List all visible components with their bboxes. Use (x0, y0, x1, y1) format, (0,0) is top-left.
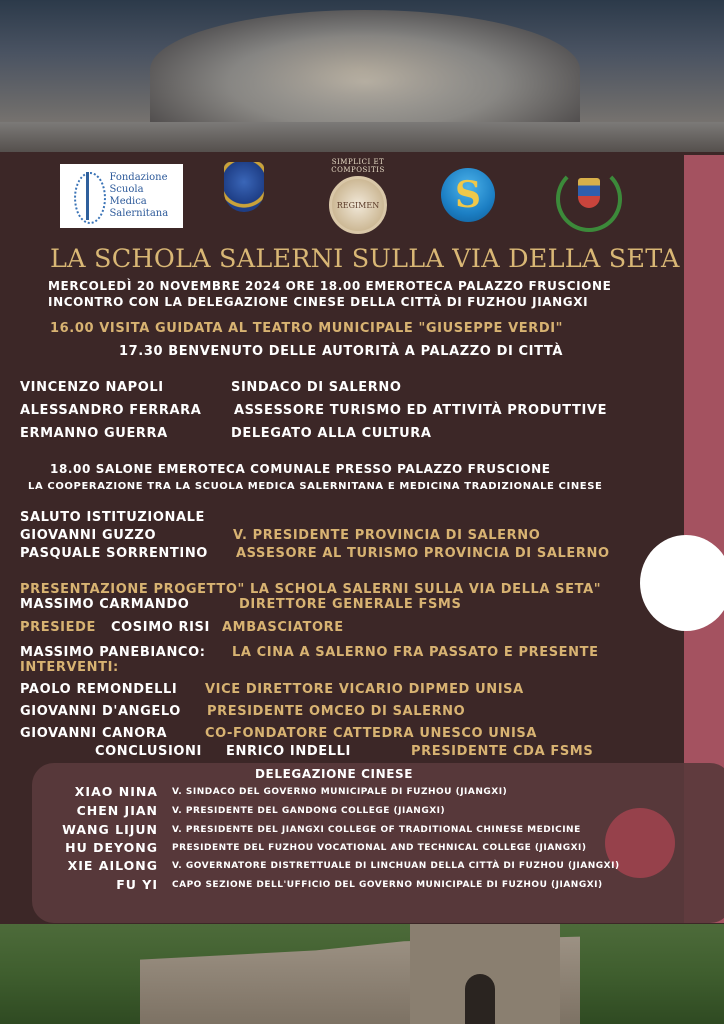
speaker-name: GIOVANNI D'ANGELO (20, 704, 181, 719)
delegate-role: V. SINDACO DEL GOVERNO MUNICIPALE DI FUZHOU (JIANGXI) (172, 787, 508, 797)
speaker-name: COSIMO RISI (111, 620, 210, 635)
delegation-heading: DELEGAZIONE CINESE (255, 767, 414, 781)
fsms-line3: Salernitana (109, 208, 169, 219)
speaker-role: ASSESORE AL TURISMO PROVINCIA DI SALERNO (236, 546, 610, 561)
authority-name: VINCENZO NAPOLI (20, 380, 164, 395)
authority-role: DELEGATO ALLA CULTURA (231, 426, 432, 441)
authority-name: ERMANNO GUERRA (20, 426, 168, 441)
fsms-line1: Fondazione (109, 172, 168, 183)
salerno-plaza-photo (0, 0, 724, 152)
regimen-seal-icon (329, 176, 387, 234)
visit-line: 16.00 VISITA GUIDATA AL TEATRO MUNICIPALE "GIUSEPPE VERDI" (50, 321, 564, 336)
delegate-role: V. PRESIDENTE DEL GANDONG COLLEGE (JIANGXI) (172, 806, 446, 816)
regimen-label: REGIMEN (336, 200, 380, 210)
presentazione-line: PRESENTAZIONE PROGETTO" LA SCHOLA SALERNI SULLA VIA DELLA SETA" (20, 582, 602, 597)
delegate-role: V. PRESIDENTE DEL JIANGXI COLLEGE OF TRADITIONAL CHINESE MEDICINE (172, 825, 581, 835)
authority-role: SINDACO DI SALERNO (231, 380, 402, 395)
speaker-role: V. PRESIDENTE PROVINCIA DI SALERNO (233, 528, 541, 543)
speaker-name: GIOVANNI CANORA (20, 726, 168, 741)
speaker-role: VICE DIRETTORE VICARIO DIPMED UNISA (205, 682, 524, 697)
wreath-crest-logo (556, 166, 618, 228)
delegate-role: PRESIDENTE DEL FUZHOU VOCATIONAL AND TECHNICAL COLLEGE (JIANGXI) (172, 843, 587, 853)
regimen-caption: SIMPLICI ET COMPOSITIS (331, 158, 385, 174)
authority-role: ASSESSORE TURISMO ED ATTIVITÀ PRODUTTIVE (234, 403, 608, 418)
event-title: LA SCHOLA SALERNI SULLA VIA DELLA SETA (50, 244, 680, 274)
speaker-role: PRESIDENTE OMCEO DI SALERNO (207, 704, 466, 719)
date-line: MERCOLEDÌ 20 NOVEMBRE 2024 ORE 18.00 EMEROTECA PALAZZO FRUSCIONE (48, 279, 612, 293)
speaker-role: DIRETTORE GENERALE FSMS (239, 597, 462, 612)
delegate-name: XIE AILONG (67, 858, 158, 873)
speaker-name: ENRICO INDELLI (226, 744, 351, 759)
province-s-logo (441, 168, 495, 222)
speaker-role: LA CINA A SALERNO FRA PASSATO E PRESENTE (232, 645, 599, 660)
delegate-name: CHEN JIAN (76, 803, 158, 818)
promenade-shape (0, 122, 724, 152)
plaza-shape (150, 10, 580, 130)
welcome-line: 17.30 BENVENUTO DELLE AUTORITÀ A PALAZZO DI CITTÀ (119, 344, 563, 359)
speaker-name: PAOLO REMONDELLI (20, 682, 178, 697)
speaker-role: AMBASCIATORE (222, 620, 344, 635)
municipal-crest-logo (218, 162, 270, 226)
speaker-name: PASQUALE SORRENTINO (20, 546, 208, 561)
fsms-line2: Scuola Medica (109, 184, 147, 207)
meeting-line: INCONTRO CON LA DELEGAZIONE CINESE DELLA CITTÀ DI FUZHOU JIANGXI (48, 295, 589, 309)
conclusioni-label: CONCLUSIONI (95, 744, 202, 759)
cooperation-line: LA COOPERAZIONE TRA LA SCUOLA MEDICA SALERNITANA E MEDICINA TRADIZIONALE CINESE (28, 481, 603, 492)
delegate-name: FU YI (116, 877, 158, 892)
logos-row (0, 160, 684, 240)
speaker-role: PRESIDENTE CDA FSMS (411, 744, 594, 759)
authority-name: ALESSANDRO FERRARA (20, 403, 202, 418)
caduceus-icon (66, 168, 105, 224)
s-letter: S (455, 174, 481, 216)
speaker-name: MASSIMO PANEBIANCO: (20, 645, 206, 660)
delegate-name: HU DEYONG (65, 840, 158, 855)
speaker-role: CO-FONDATORE CATTEDRA UNESCO UNISA (205, 726, 538, 741)
white-circle-decoration (640, 535, 724, 631)
great-wall-photo (0, 924, 724, 1024)
presiede-label: PRESIEDE (20, 620, 96, 635)
saluto-heading: SALUTO ISTITUZIONALE (20, 510, 205, 525)
delegate-role: V. GOVERNATORE DISTRETTUALE DI LINCHUAN DELLA CITTÀ DI FUZHOU (JIANGXI) (172, 861, 620, 871)
wreath-icon (556, 166, 622, 232)
speaker-name: MASSIMO CARMANDO (20, 597, 190, 612)
delegate-name: WANG LIJUN (62, 822, 158, 837)
salone-line: 18.00 SALONE EMEROTECA COMUNALE PRESSO PALAZZO FRUSCIONE (50, 462, 551, 476)
delegate-name: XIAO NINA (74, 784, 158, 799)
watchtower-shape (410, 924, 560, 1024)
regimen-seal-logo (320, 158, 396, 238)
fsms-logo-text (109, 172, 183, 220)
interventi-label: INTERVENTI: (20, 660, 119, 675)
delegate-role: CAPO SEZIONE DELL'UFFICIO DEL GOVERNO MUNICIPALE DI FUZHOU (JIANGXI) (172, 880, 603, 890)
crest-shield-icon (224, 162, 264, 212)
fsms-logo (60, 164, 183, 228)
speaker-name: GIOVANNI GUZZO (20, 528, 157, 543)
